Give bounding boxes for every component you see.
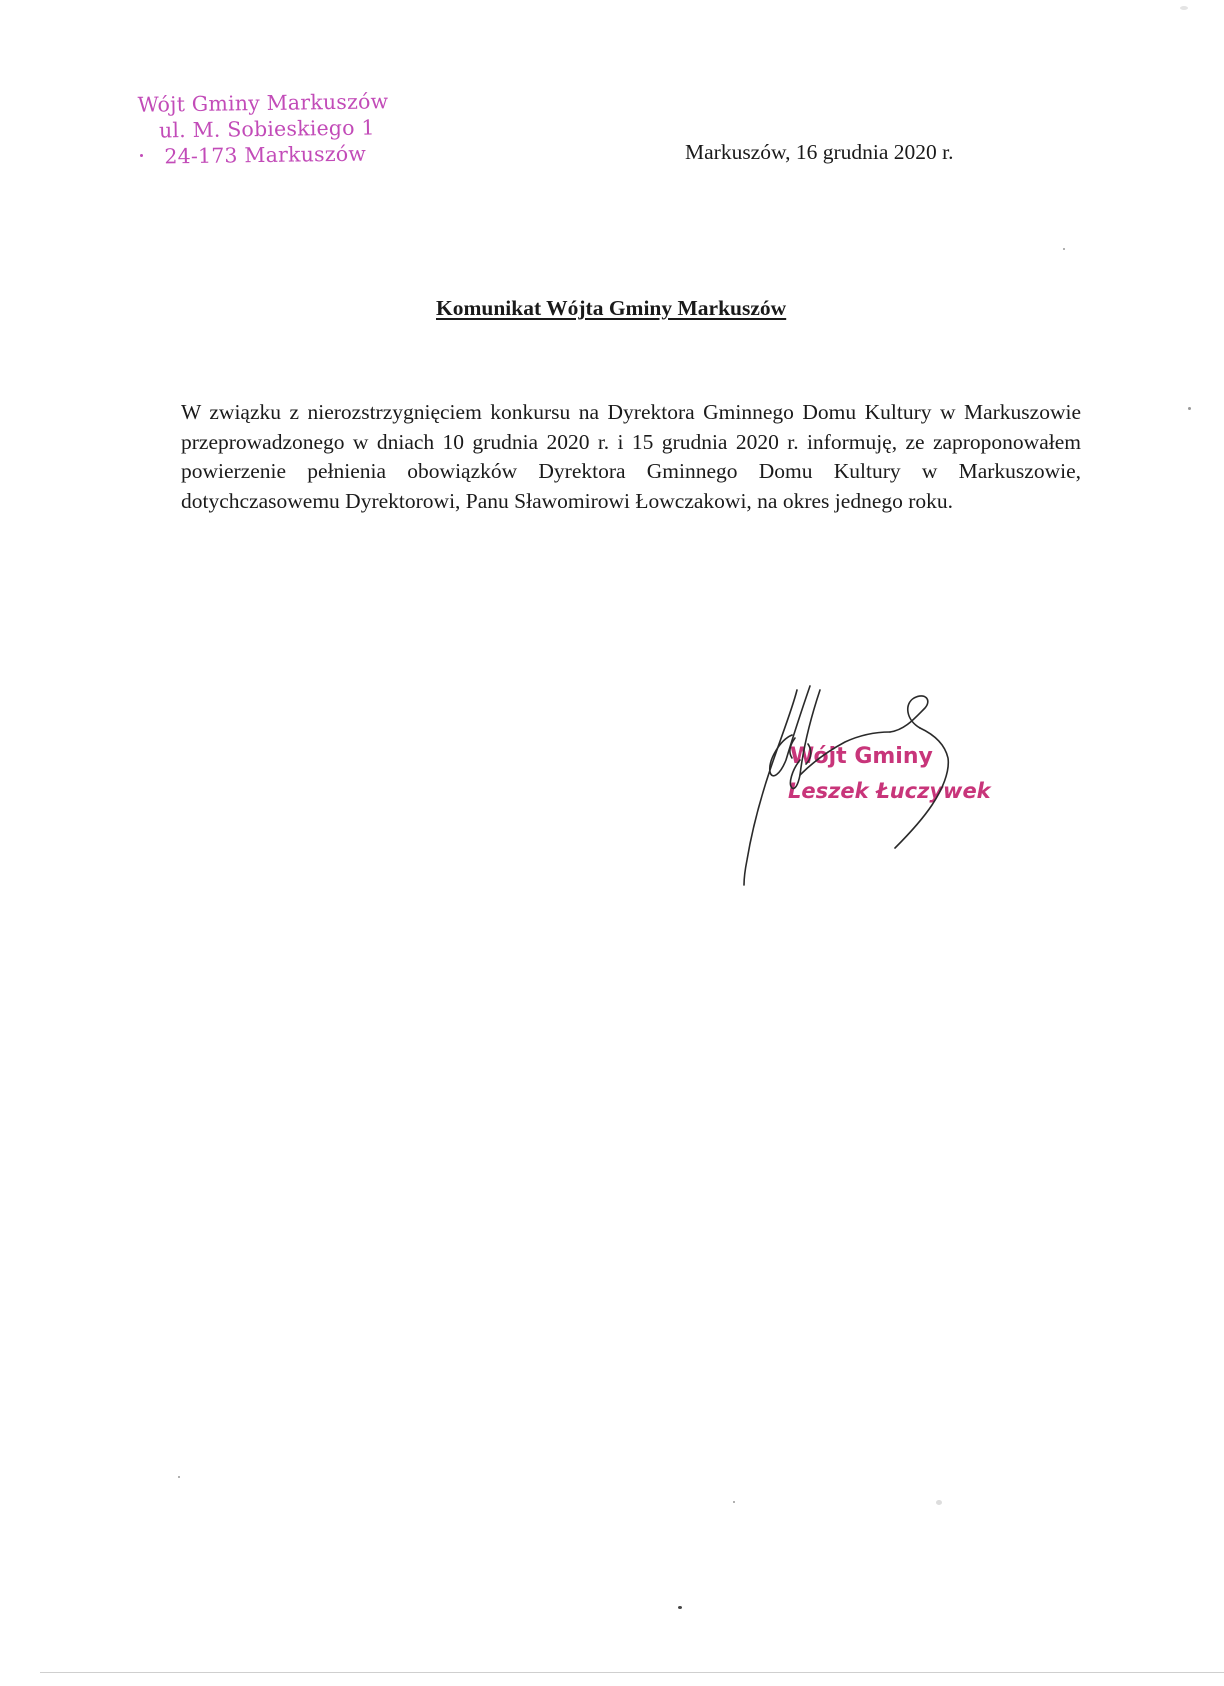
document-title: Komunikat Wójta Gminy Markuszów — [436, 296, 787, 320]
scan-speck — [1063, 248, 1065, 250]
scan-speck — [178, 1476, 180, 1478]
scan-speck — [1188, 407, 1191, 410]
handwritten-signature — [700, 680, 990, 890]
scan-edge-line — [40, 1672, 1224, 1673]
stamp-office-line: Wójt Gminy Markuszów — [137, 89, 389, 117]
signature-stamp-name: Leszek Łuczywek — [788, 779, 991, 803]
signature-stamp-title: Wójt Gminy — [790, 744, 933, 769]
stamp-ink-dot — [140, 154, 143, 157]
stamp-street-line: ul. M. Sobieskiego 1 — [158, 115, 375, 143]
letterhead-stamp — [137, 88, 389, 169]
scan-speck — [936, 1500, 942, 1505]
stamp-postal-line: 24-173 Markuszów — [164, 141, 367, 169]
scan-speck — [733, 1501, 735, 1503]
place-and-date: Markuszów, 16 grudnia 2020 r. — [685, 140, 954, 164]
scan-speck — [678, 1606, 682, 1609]
scan-speck — [1180, 6, 1188, 10]
body-paragraph: W związku z nierozstrzygnięciem konkursu na Dyrektora Gminnego Domu Kultury w Markuszowie przeprowadzonego w dniach 10 grudnia 2020 r. i 15 grudnia 2020 r. informuję, ze zaproponowałem powierzenie pełnienia obowiązków Dyrektora Gminnego Domu Kultury w Markuszowie, dotychczasowemu Dyrektorowi, Panu Sławomirowi Łowczakowi, na okres jednego roku. — [181, 400, 1081, 513]
